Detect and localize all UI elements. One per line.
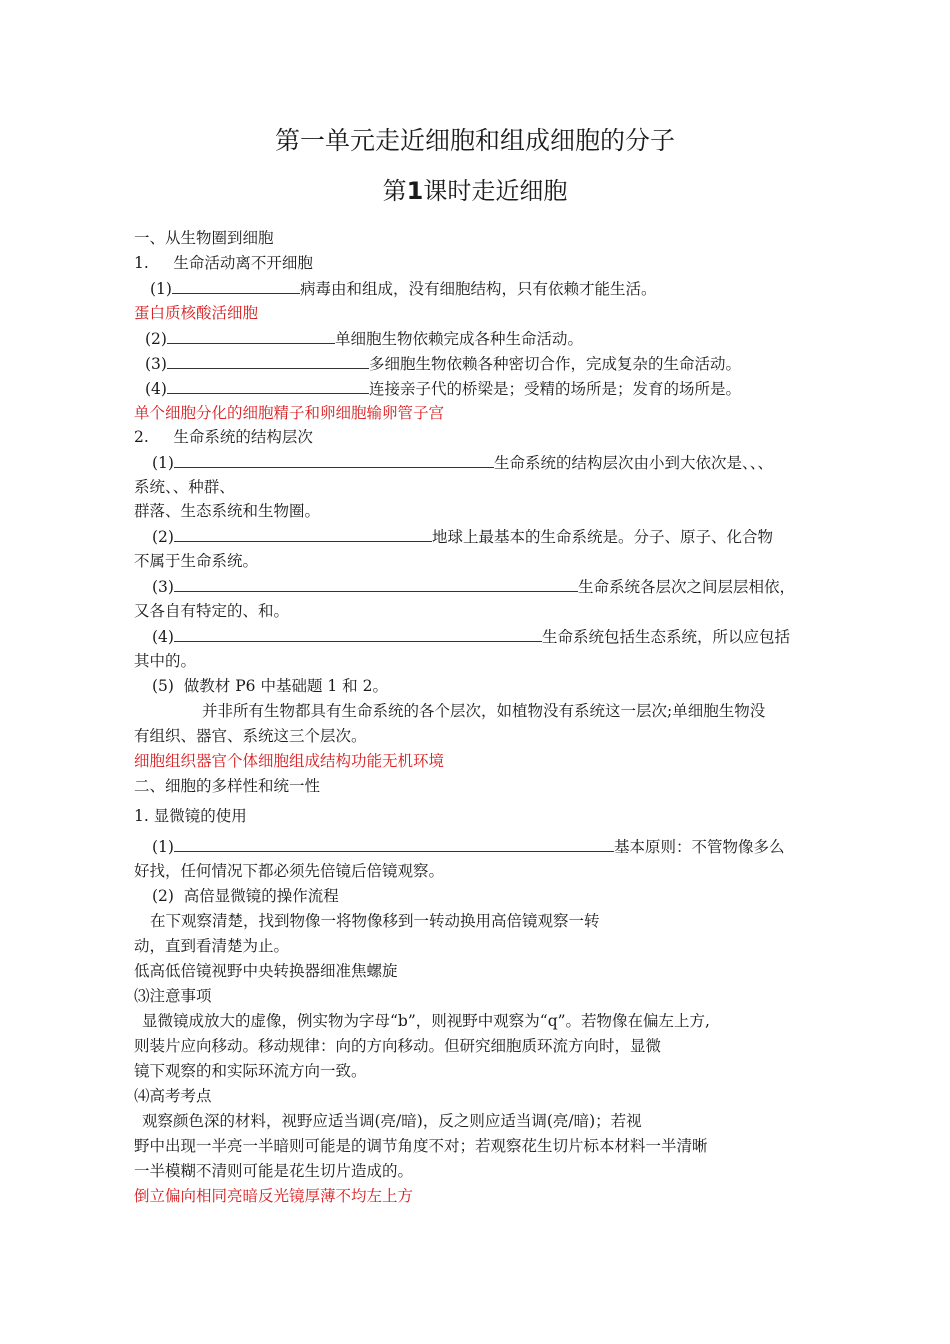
- question-2-1-line-3: 群落、生态系统和生物圈。: [134, 502, 321, 520]
- blank-line: [174, 526, 432, 542]
- question-2-4-text: 生命系统包括生态系统，所以应包括: [541, 628, 790, 646]
- question-1-4-number: (4): [145, 380, 167, 398]
- microscope-item-4-line-2: 野中出现一半亮一半暗则可能是的调节角度不对；若观察花生切片标本材料一半清晰: [134, 1137, 708, 1155]
- question-1-2: [145, 328, 583, 349]
- subsection-1-2-heading: 2. 生命系统的结构层次: [134, 428, 313, 446]
- microscope-item-1-line-2: 好找，任何情况下都必须先倍镜后倍镜观察。: [134, 862, 445, 880]
- question-2-5: (5) 做教材 P6 中基础题 1 和 2。: [152, 677, 388, 695]
- blank-line: [167, 378, 369, 394]
- question-2-3-number: (3): [152, 578, 174, 596]
- microscope-item-3-line-3: 镜下观察的和实际环流方向一致。: [134, 1062, 367, 1080]
- question-1-4-text: 连接亲子代的桥梁是；受精的场所是；发育的场所是。: [368, 380, 741, 398]
- question-1-4: [145, 378, 741, 399]
- answer-3: 细胞组织器官个体细胞组成结构功能无机环境: [134, 752, 445, 770]
- question-2-2-number: (2): [152, 528, 174, 546]
- blank-line: [167, 328, 335, 344]
- question-2-2-line-2: 不属于生命系统。: [134, 552, 259, 570]
- question-2-1: [152, 452, 773, 473]
- answer-2: 单个细胞分化的细胞精子和卵细胞输卵管子宫: [134, 404, 445, 422]
- lesson-title: [0, 176, 950, 206]
- answer-4: 倒立偏向相同亮暗反光镜厚薄不均左上方: [134, 1187, 414, 1205]
- page-title: 第一单元走近细胞和组成细胞的分子: [274, 126, 675, 155]
- blank-line: [174, 626, 542, 642]
- blank-line: [167, 353, 369, 369]
- blank-line: [172, 278, 300, 294]
- microscope-item-4-heading: ⑷高考考点: [134, 1087, 212, 1105]
- microscope-item-2-heading: (2) 高倍显微镜的操作流程: [152, 887, 339, 905]
- microscope-item-3-line-1: 显微镜成放大的虚像，例实物为字母“b”，则视野中观察为“q”。若物像在偏左上方,: [142, 1012, 710, 1030]
- microscope-item-4-line-3: 一半模糊不清则可能是花生切片造成的。: [134, 1162, 414, 1180]
- answer-1: 蛋白质核酸活细胞: [134, 304, 259, 322]
- section-2-heading: 二、细胞的多样性和统一性: [134, 777, 321, 795]
- microscope-item-1: [152, 836, 784, 857]
- question-2-4-line-2: 其中的。: [134, 652, 197, 670]
- microscope-item-1-number: (1): [152, 838, 174, 856]
- blank-line: [174, 836, 614, 852]
- question-2-1-text: 生命系统的结构层次由小到大依次是、、、: [493, 454, 773, 472]
- microscope-item-2-line-1: 在下观察清楚，找到物像一将物像移到一转动换用高倍镜观察一转: [150, 912, 600, 930]
- question-1-2-text: 单细胞生物依赖完成各种生命活动。: [334, 330, 583, 348]
- question-1-1-number: (1): [150, 280, 172, 298]
- blank-line: [174, 452, 494, 468]
- microscope-item-3-line-2: 则装片应向移动。移动规律：向的方向移动。但研究细胞质环流方向时，显微: [134, 1037, 662, 1055]
- question-1-3-number: (3): [145, 355, 167, 373]
- question-1-1: [150, 278, 656, 299]
- blank-line: [174, 576, 578, 592]
- lesson-title-prefix: 第: [382, 177, 407, 205]
- question-1-3: [145, 353, 741, 374]
- section-1-heading: 一、从生物圈到细胞: [134, 229, 274, 247]
- microscope-item-2-answer: 低高低倍镜视野中央转换器细准焦螺旋: [134, 962, 398, 980]
- question-2-3: [152, 576, 795, 597]
- subsection-2-1-heading: 1. 显微镜的使用: [134, 807, 247, 825]
- question-2-3-line-2: 又各自有特定的、和。: [134, 602, 290, 620]
- question-2-1-line-2: 系统、、种群、: [134, 478, 235, 496]
- subsection-1-1-heading: 1. 生命活动离不开细胞: [134, 254, 313, 272]
- question-2-4-number: (4): [152, 628, 174, 646]
- microscope-item-2-line-2: 动，直到看清楚为止。: [134, 937, 290, 955]
- question-2-1-number: (1): [152, 454, 174, 472]
- question-2-4: [152, 626, 790, 647]
- question-2-3-text: 生命系统各层次之间层层相依，: [577, 578, 795, 596]
- microscope-item-4-line-1: 观察颜色深的材料，视野应适当调(亮/暗)，反之则应适当调(亮/暗)；若视: [142, 1112, 642, 1130]
- question-2-2: [152, 526, 773, 547]
- question-1-2-number: (2): [145, 330, 167, 348]
- question-1-1-text: 病毒由和组成，没有细胞结构，只有依赖才能生活。: [299, 280, 657, 298]
- note-line-1: 并非所有生物都具有生命系统的各个层次，如植物没有系统这一层次;单细胞生物没: [202, 702, 766, 720]
- note-line-2: 有组织、器官、系统这三个层次。: [134, 727, 367, 745]
- lesson-number: 1: [406, 177, 424, 205]
- question-1-3-text: 多细胞生物依赖各种密切合作，完成复杂的生命活动。: [368, 355, 741, 373]
- microscope-item-1-text: 基本原则：不管物像多么: [613, 838, 785, 856]
- question-2-2-text: 地球上最基本的生命系统是。分子、原子、化合物: [431, 528, 773, 546]
- lesson-title-suffix: 课时走近细胞: [423, 177, 568, 205]
- microscope-item-3-heading: ⑶注意事项: [134, 987, 212, 1005]
